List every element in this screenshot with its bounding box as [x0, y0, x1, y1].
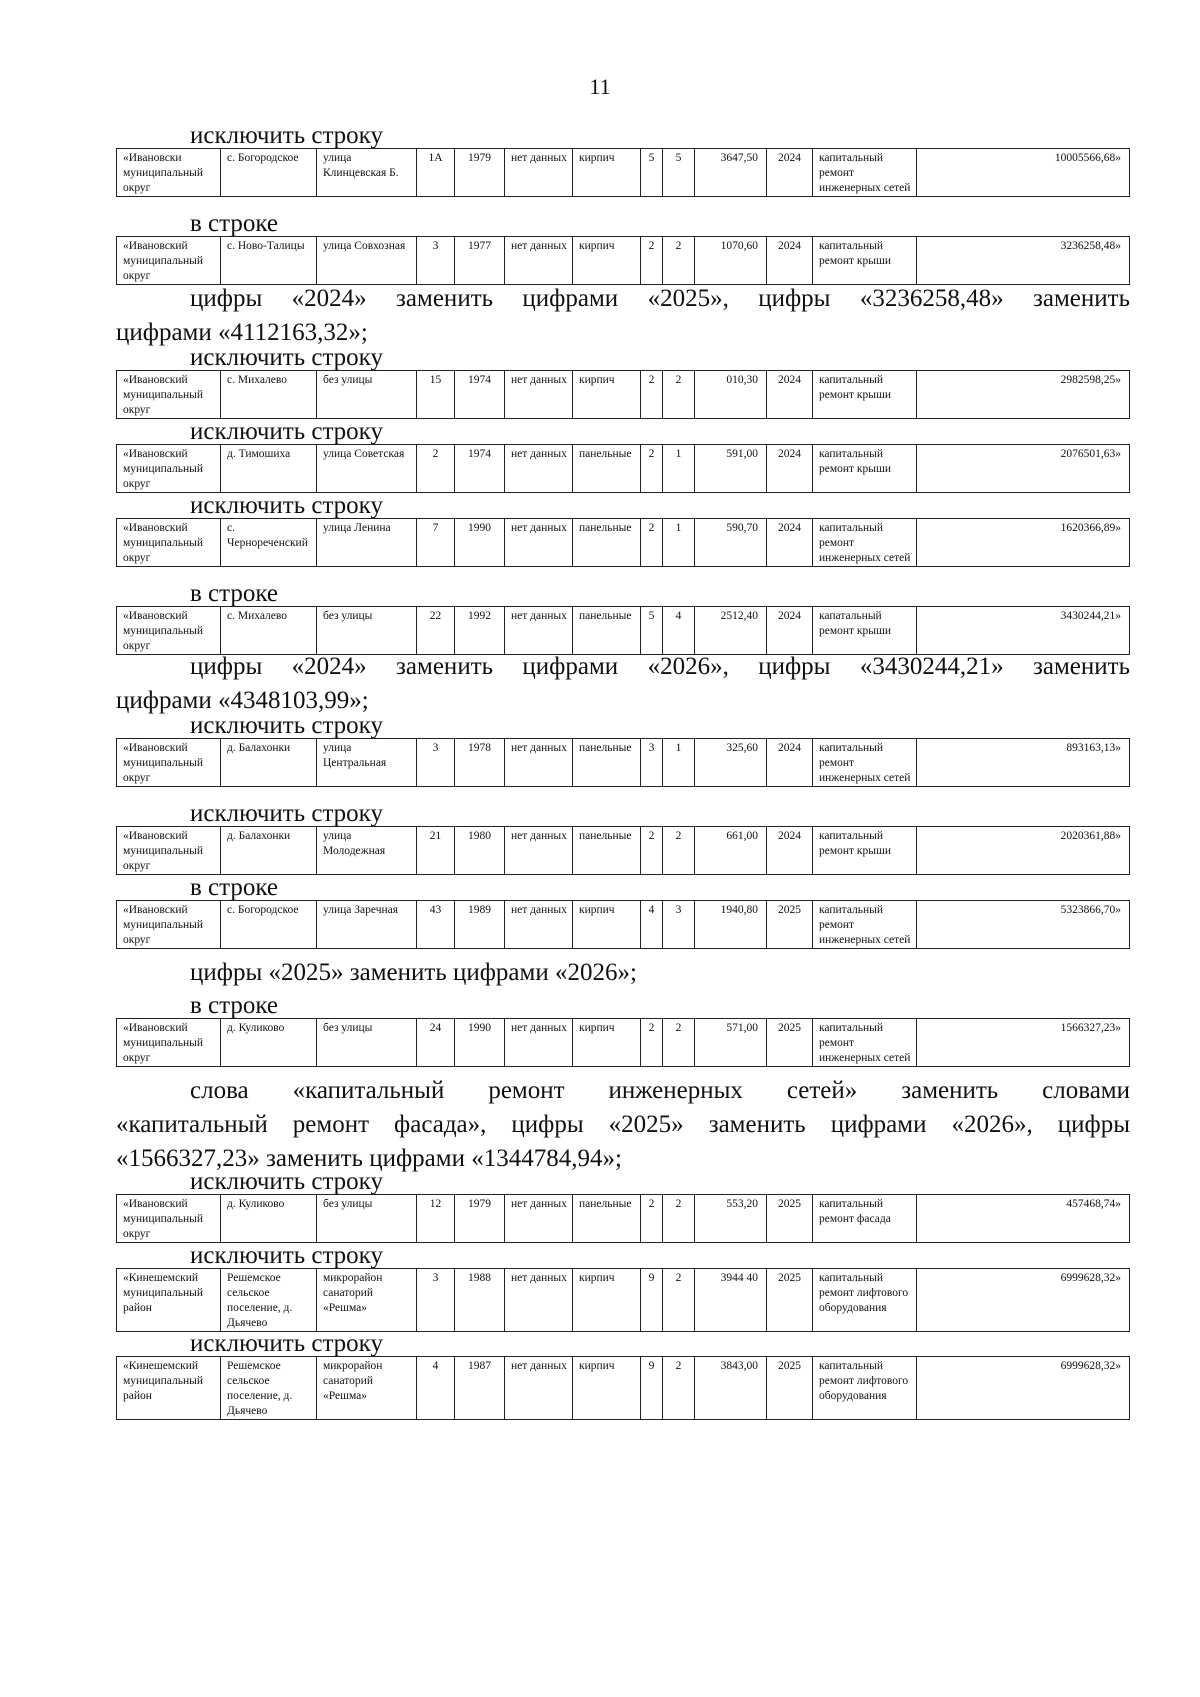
house-number-cell: 24 [417, 1019, 455, 1067]
house-number-cell: 7 [417, 519, 455, 567]
status-cell: нет данных [505, 445, 573, 493]
year-cell: 1977 [455, 237, 505, 285]
cost-cell: 10005566,68» [917, 149, 1130, 197]
status-cell: нет данных [505, 1269, 573, 1332]
caption-in-row: в строке [190, 580, 279, 607]
cost-cell: 3430244,21» [917, 607, 1130, 655]
area-cell: 2512,40 [695, 607, 767, 655]
area-cell: 3944 40 [695, 1269, 767, 1332]
plan-year-cell: 2024 [767, 149, 813, 197]
area-cell: 010,30 [695, 371, 767, 419]
municipality-cell: «Ивановский муниципальный округ [117, 519, 221, 567]
paragraph-amendment-3 [116, 956, 1130, 990]
settlement-cell: с. Михалево [221, 607, 317, 655]
entrances-cell: 2 [663, 1357, 695, 1420]
house-number-cell: 43 [417, 901, 455, 949]
wall-material-cell: кирпич [573, 1019, 641, 1067]
year-cell: 1988 [455, 1269, 505, 1332]
caption-exclude-row: исключить строку [190, 800, 383, 827]
municipality-cell: «Ивановский муниципальный округ [117, 445, 221, 493]
plan-year-cell: 2024 [767, 445, 813, 493]
table-row [117, 1269, 1130, 1332]
plan-year-cell: 2025 [767, 901, 813, 949]
table-row [117, 901, 1130, 949]
table-row [117, 149, 1130, 197]
floors-cell: 2 [641, 827, 663, 875]
status-cell: нет данных [505, 1357, 573, 1420]
plan-year-cell: 2024 [767, 237, 813, 285]
entrances-cell: 2 [663, 237, 695, 285]
street-cell: улица Ленина [317, 519, 417, 567]
house-number-cell: 21 [417, 827, 455, 875]
street-cell: улица Центральная [317, 739, 417, 787]
year-cell: 1978 [455, 739, 505, 787]
cost-cell: 457468,74» [917, 1195, 1130, 1243]
plan-year-cell: 2025 [767, 1195, 813, 1243]
area-cell: 553,20 [695, 1195, 767, 1243]
table-row [117, 519, 1130, 567]
entrances-cell: 5 [663, 149, 695, 197]
street-cell: без улицы [317, 607, 417, 655]
row-table [116, 148, 1130, 197]
caption-exclude-row: исключить строку [190, 122, 383, 149]
work-type-cell: капитальный ремонт инженерных сетей [813, 739, 917, 787]
wall-material-cell: кирпич [573, 371, 641, 419]
municipality-cell: «Ивановский муниципальный округ [117, 901, 221, 949]
entrances-cell: 2 [663, 827, 695, 875]
street-cell: улица Совхозная [317, 237, 417, 285]
work-type-cell: капитальный ремонт крыши [813, 237, 917, 285]
status-cell: нет данных [505, 1195, 573, 1243]
settlement-cell: д. Балахонки [221, 827, 317, 875]
cost-cell: 6999628,32» [917, 1357, 1130, 1420]
settlement-cell: Решемское сельское поселение, д. Дьячево [221, 1357, 317, 1420]
caption-in-row: в строке [190, 992, 279, 1019]
area-cell: 590,70 [695, 519, 767, 567]
area-cell: 3843,00 [695, 1357, 767, 1420]
floors-cell: 2 [641, 519, 663, 567]
status-cell: нет данных [505, 607, 573, 655]
year-cell: 1987 [455, 1357, 505, 1420]
house-number-cell: 15 [417, 371, 455, 419]
caption-exclude-row: исключить строку [190, 344, 383, 371]
year-cell: 1974 [455, 445, 505, 493]
text-line: цифры «2025» заменить цифрами «2026»; [190, 959, 637, 986]
row-table [116, 1356, 1130, 1420]
plan-year-cell: 2024 [767, 607, 813, 655]
table-row [117, 445, 1130, 493]
row-table [116, 518, 1130, 567]
street-cell: улица Заречная [317, 901, 417, 949]
area-cell: 1070,60 [695, 237, 767, 285]
text-line: «капитальный ремонт фасада», цифры «2025» заменить цифрами «2026», цифры [116, 1111, 1130, 1138]
year-cell: 1979 [455, 149, 505, 197]
row-table [116, 606, 1130, 655]
plan-year-cell: 2024 [767, 827, 813, 875]
settlement-cell: с. Михалево [221, 371, 317, 419]
caption-in-row: в строке [190, 874, 279, 901]
cost-cell: 1566327,23» [917, 1019, 1130, 1067]
area-cell: 325,60 [695, 739, 767, 787]
street-cell: улица Молодежная [317, 827, 417, 875]
house-number-cell: 1А [417, 149, 455, 197]
house-number-cell: 3 [417, 739, 455, 787]
year-cell: 1979 [455, 1195, 505, 1243]
work-type-cell: капитальный ремонт инженерных сетей [813, 519, 917, 567]
text-line: цифрами «4112163,32»; [116, 319, 368, 346]
entrances-cell: 3 [663, 901, 695, 949]
street-cell: без улицы [317, 1019, 417, 1067]
status-cell: нет данных [505, 827, 573, 875]
work-type-cell: капатальный ремонт крыши [813, 607, 917, 655]
work-type-cell: капитальный ремонт инженерных сетей [813, 149, 917, 197]
text-line: «1566327,23» заменить цифрами «1344784,94»; [116, 1145, 622, 1172]
table-row [117, 237, 1130, 285]
plan-year-cell: 2025 [767, 1357, 813, 1420]
table-row [117, 827, 1130, 875]
wall-material-cell: панельные [573, 827, 641, 875]
house-number-cell: 3 [417, 1269, 455, 1332]
entrances-cell: 4 [663, 607, 695, 655]
cost-cell: 5323866,70» [917, 901, 1130, 949]
work-type-cell: капитальный ремонт инженерных сетей [813, 901, 917, 949]
paragraph-amendment-2 [116, 650, 1130, 718]
cost-cell: 893163,13» [917, 739, 1130, 787]
municipality-cell: «Кинешемский муниципальный район [117, 1269, 221, 1332]
entrances-cell: 1 [663, 519, 695, 567]
street-cell: микрорайон санаторий «Решма» [317, 1357, 417, 1420]
floors-cell: 5 [641, 607, 663, 655]
work-type-cell: капитальный ремонт инженерных сетей [813, 1019, 917, 1067]
table-row [117, 1357, 1130, 1420]
text-line: цифры «2024» заменить цифрами «2025», цифры «3236258,48» заменить [190, 285, 1130, 312]
paragraph-amendment-4 [116, 1074, 1130, 1176]
row-table [116, 1194, 1130, 1243]
entrances-cell: 2 [663, 1195, 695, 1243]
status-cell: нет данных [505, 1019, 573, 1067]
caption-exclude-row: исключить строку [190, 418, 383, 445]
house-number-cell: 2 [417, 445, 455, 493]
house-number-cell: 12 [417, 1195, 455, 1243]
plan-year-cell: 2024 [767, 739, 813, 787]
settlement-cell: д. Куликово [221, 1195, 317, 1243]
table-row [117, 739, 1130, 787]
floors-cell: 2 [641, 1195, 663, 1243]
plan-year-cell: 2024 [767, 371, 813, 419]
area-cell: 661,00 [695, 827, 767, 875]
house-number-cell: 22 [417, 607, 455, 655]
floors-cell: 2 [641, 445, 663, 493]
floors-cell: 2 [641, 1019, 663, 1067]
wall-material-cell: панельные [573, 607, 641, 655]
plan-year-cell: 2025 [767, 1269, 813, 1332]
entrances-cell: 2 [663, 371, 695, 419]
area-cell: 591,00 [695, 445, 767, 493]
caption-exclude-row: исключить строку [190, 492, 383, 519]
municipality-cell: «Ивановский муниципальный округ [117, 607, 221, 655]
wall-material-cell: кирпич [573, 901, 641, 949]
entrances-cell: 1 [663, 445, 695, 493]
house-number-cell: 4 [417, 1357, 455, 1420]
row-table [116, 900, 1130, 949]
wall-material-cell: кирпич [573, 1357, 641, 1420]
plan-year-cell: 2024 [767, 519, 813, 567]
street-cell: улица Советская [317, 445, 417, 493]
street-cell: микрорайон санаторий «Решма» [317, 1269, 417, 1332]
floors-cell: 2 [641, 237, 663, 285]
floors-cell: 5 [641, 149, 663, 197]
status-cell: нет данных [505, 371, 573, 419]
settlement-cell: с. Ново-Талицы [221, 237, 317, 285]
table-row [117, 1195, 1130, 1243]
text-line: цифрами «4348103,99»; [116, 687, 369, 714]
work-type-cell: капитальный ремонт крыши [813, 827, 917, 875]
work-type-cell: капитальный ремонт фасада [813, 1195, 917, 1243]
work-type-cell: капитальный ремонт крыши [813, 445, 917, 493]
wall-material-cell: кирпич [573, 149, 641, 197]
entrances-cell: 2 [663, 1019, 695, 1067]
status-cell: нет данных [505, 739, 573, 787]
municipality-cell: «Ивановский муниципальный округ [117, 739, 221, 787]
area-cell: 3647,50 [695, 149, 767, 197]
municipality-cell: «Ивановский муниципальный округ [117, 371, 221, 419]
municipality-cell: «Ивановский муниципальный округ [117, 1195, 221, 1243]
year-cell: 1992 [455, 607, 505, 655]
settlement-cell: с. Чернореченский [221, 519, 317, 567]
street-cell: без улицы [317, 1195, 417, 1243]
work-type-cell: капитальный ремонт лифтового оборудования [813, 1269, 917, 1332]
wall-material-cell: кирпич [573, 237, 641, 285]
caption-exclude-row: исключить строку [190, 1330, 383, 1357]
municipality-cell: «Ивановский муниципальный округ [117, 827, 221, 875]
wall-material-cell: панельные [573, 519, 641, 567]
settlement-cell: Решемское сельское поселение, д. Дьячево [221, 1269, 317, 1332]
floors-cell: 9 [641, 1269, 663, 1332]
year-cell: 1974 [455, 371, 505, 419]
floors-cell: 2 [641, 371, 663, 419]
year-cell: 1990 [455, 519, 505, 567]
row-table [116, 370, 1130, 419]
wall-material-cell: панельные [573, 739, 641, 787]
area-cell: 571,00 [695, 1019, 767, 1067]
page-number: 11 [589, 74, 611, 99]
entrances-cell: 1 [663, 739, 695, 787]
wall-material-cell: панельные [573, 1195, 641, 1243]
caption-exclude-row: исключить строку [190, 712, 383, 739]
cost-cell: 2020361,88» [917, 827, 1130, 875]
status-cell: нет данных [505, 901, 573, 949]
caption-in-row: в строке [190, 210, 279, 237]
municipality-cell: «Ивановский муниципальный округ [117, 1019, 221, 1067]
cost-cell: 1620366,89» [917, 519, 1130, 567]
status-cell: нет данных [505, 149, 573, 197]
area-cell: 1940,80 [695, 901, 767, 949]
status-cell: нет данных [505, 519, 573, 567]
street-cell: без улицы [317, 371, 417, 419]
plan-year-cell: 2025 [767, 1019, 813, 1067]
floors-cell: 3 [641, 739, 663, 787]
floors-cell: 4 [641, 901, 663, 949]
row-table [116, 826, 1130, 875]
settlement-cell: с. Богородское [221, 901, 317, 949]
paragraph-amendment-1 [116, 282, 1130, 350]
table-row [117, 1019, 1130, 1067]
status-cell: нет данных [505, 237, 573, 285]
municipality-cell: «Ивановски муниципальный округ [117, 149, 221, 197]
settlement-cell: д. Тимошиха [221, 445, 317, 493]
year-cell: 1989 [455, 901, 505, 949]
wall-material-cell: кирпич [573, 1269, 641, 1332]
municipality-cell: «Ивановский муниципальный округ [117, 237, 221, 285]
table-row [117, 607, 1130, 655]
text-line: цифры «2024» заменить цифрами «2026», цифры «3430244,21» заменить [190, 653, 1130, 680]
table-row [117, 371, 1130, 419]
entrances-cell: 2 [663, 1269, 695, 1332]
cost-cell: 2982598,25» [917, 371, 1130, 419]
work-type-cell: капитальный ремонт крыши [813, 371, 917, 419]
house-number-cell: 3 [417, 237, 455, 285]
cost-cell: 2076501,63» [917, 445, 1130, 493]
municipality-cell: «Кинешемский муниципальный район [117, 1357, 221, 1420]
text-line: слова «капитальный ремонт инженерных сетей» заменить словами [190, 1077, 1130, 1104]
year-cell: 1980 [455, 827, 505, 875]
row-table [116, 1268, 1130, 1332]
year-cell: 1990 [455, 1019, 505, 1067]
row-table [116, 444, 1130, 493]
work-type-cell: капитальный ремонт лифтового оборудования [813, 1357, 917, 1420]
caption-exclude-row: исключить строку [190, 1242, 383, 1269]
caption-exclude-row: исключить строку [190, 1168, 383, 1195]
settlement-cell: с. Богородское [221, 149, 317, 197]
street-cell: улица Клинцевская Б. [317, 149, 417, 197]
floors-cell: 9 [641, 1357, 663, 1420]
wall-material-cell: панельные [573, 445, 641, 493]
cost-cell: 6999628,32» [917, 1269, 1130, 1332]
settlement-cell: д. Балахонки [221, 739, 317, 787]
row-table [116, 236, 1130, 285]
row-table [116, 738, 1130, 787]
settlement-cell: д. Куликово [221, 1019, 317, 1067]
cost-cell: 3236258,48» [917, 237, 1130, 285]
row-table [116, 1018, 1130, 1067]
